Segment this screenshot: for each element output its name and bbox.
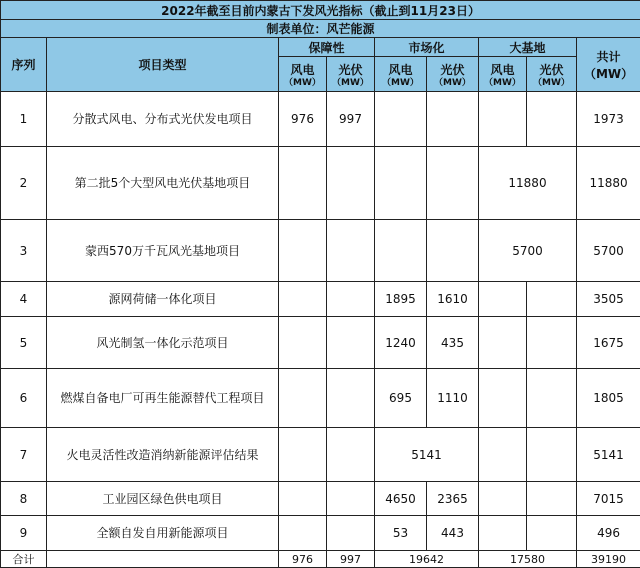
cell-bz-wind: [279, 369, 327, 428]
table-row: [1, 147, 640, 220]
header-type: 项目类型: [47, 38, 279, 92]
header-group-dajidi: 大基地: [479, 38, 577, 57]
cell-dajidi: 5700: [479, 220, 577, 282]
row-name: 燃煤自备电厂可再生能源替代工程项目: [47, 369, 279, 428]
table-row: [1, 369, 640, 428]
cell-bz-solar: [327, 147, 375, 220]
cell-bz-wind: [279, 317, 327, 369]
row-name: 分散式风电、分布式光伏发电项目: [47, 92, 279, 147]
cell-bz-solar: [327, 220, 375, 282]
totals-bz-solar: 997: [327, 551, 375, 568]
cell-bz-wind: [279, 516, 327, 551]
cell-bz-solar: [327, 369, 375, 428]
cell-sc-wind: 695: [375, 369, 427, 428]
header-wind: 风电 （MW）: [279, 57, 327, 92]
row-no: 2: [1, 147, 47, 220]
cell-bz-solar: 997: [327, 92, 375, 147]
header-solar: 光伏 （MW）: [327, 57, 375, 92]
row-no: 1: [1, 92, 47, 147]
cell-bz-wind: 976: [279, 92, 327, 147]
table-row: [1, 282, 640, 317]
table-row: [1, 92, 640, 147]
header-wind: 风电 （MW）: [479, 57, 527, 92]
cell-dj-solar: [527, 282, 577, 317]
cell-sc-solar: 443: [427, 516, 479, 551]
cell-sc-solar: [427, 220, 479, 282]
cell-total: 11880: [577, 147, 640, 220]
cell-sc-wind: 4650: [375, 482, 427, 516]
row-no: 7: [1, 428, 47, 482]
cell-dj-wind: [479, 516, 527, 551]
cell-bz-wind: [279, 147, 327, 220]
table-row: [1, 220, 640, 282]
cell-total: 1675: [577, 317, 640, 369]
cell-sc-solar: [427, 92, 479, 147]
row-no: 4: [1, 282, 47, 317]
cell-dj-wind: [479, 317, 527, 369]
row-name: 第二批5个大型风电光伏基地项目: [47, 147, 279, 220]
header-index: 序列: [1, 38, 47, 92]
cell-total: 1973: [577, 92, 640, 147]
cell-dj-wind: [479, 282, 527, 317]
table-row: [1, 428, 640, 482]
cell-dj-wind: [479, 369, 527, 428]
cell-sc-solar: 1610: [427, 282, 479, 317]
row-no: 6: [1, 369, 47, 428]
row-no: 5: [1, 317, 47, 369]
cell-dj-solar: [527, 482, 577, 516]
header-total: 共计（MW）: [577, 38, 640, 92]
header-solar: 光伏 （MW）: [427, 57, 479, 92]
table-title: 2022年截至目前内蒙古下发风光指标（截止到11月23日）: [1, 1, 640, 20]
row-name: 蒙西570万千瓦风光基地项目: [47, 220, 279, 282]
cell-dj-wind: [479, 92, 527, 147]
cell-bz-solar: [327, 317, 375, 369]
header-group-shichang: 市场化: [375, 38, 479, 57]
cell-bz-wind: [279, 282, 327, 317]
cell-total: 5141: [577, 428, 640, 482]
table-row: [1, 516, 640, 551]
header-group-baozhang: 保障性: [279, 38, 375, 57]
cell-total: 496: [577, 516, 640, 551]
cell-sc-wind: [375, 147, 427, 220]
cell-bz-solar: [327, 282, 375, 317]
cell-sc-wind: 53: [375, 516, 427, 551]
row-name: 工业园区绿色供电项目: [47, 482, 279, 516]
cell-dj-solar: [527, 369, 577, 428]
cell-total: 3505: [577, 282, 640, 317]
row-no: 8: [1, 482, 47, 516]
cell-dj-wind: [479, 428, 527, 482]
cell-dj-solar: [527, 516, 577, 551]
row-name: 源网荷储一体化项目: [47, 282, 279, 317]
cell-dj-solar: [527, 92, 577, 147]
cell-sc-solar: 1110: [427, 369, 479, 428]
totals-label: 合计: [1, 551, 47, 568]
cell-sc-solar: 435: [427, 317, 479, 369]
cell-dj-solar: [527, 428, 577, 482]
cell-bz-wind: [279, 482, 327, 516]
cell-dj-wind: [479, 482, 527, 516]
cell-sc-wind: [375, 92, 427, 147]
row-no: 3: [1, 220, 47, 282]
cell-total: 5700: [577, 220, 640, 282]
cell-dj-solar: [527, 317, 577, 369]
totals-dajidi: 17580: [479, 551, 577, 568]
cell-total: 7015: [577, 482, 640, 516]
row-name: 全额自发自用新能源项目: [47, 516, 279, 551]
header-solar: 光伏 （MW）: [527, 57, 577, 92]
totals-grand: 39190: [577, 551, 640, 568]
table-row: [1, 482, 640, 516]
cell-bz-solar: [327, 428, 375, 482]
cell-bz-wind: [279, 428, 327, 482]
cell-sc-solar: 2365: [427, 482, 479, 516]
row-no: 9: [1, 516, 47, 551]
cell-bz-solar: [327, 482, 375, 516]
cell-bz-solar: [327, 516, 375, 551]
totals-bz-wind: 976: [279, 551, 327, 568]
cell-total: 1805: [577, 369, 640, 428]
cell-sc-wind: [375, 220, 427, 282]
row-name: 火电灵活性改造消纳新能源评估结果: [47, 428, 279, 482]
header-wind: 风电 （MW）: [375, 57, 427, 92]
table-subtitle: 制表单位：风芒能源: [1, 20, 640, 38]
cell-sc-solar: [427, 147, 479, 220]
cell-sc-wind: 1895: [375, 282, 427, 317]
cell-bz-wind: [279, 220, 327, 282]
cell-sc-wind: 1240: [375, 317, 427, 369]
cell-dajidi: 11880: [479, 147, 577, 220]
row-name: 风光制氢一体化示范项目: [47, 317, 279, 369]
table-row: [1, 317, 640, 369]
totals-shichang: 19642: [375, 551, 479, 568]
cell-shichang: 5141: [375, 428, 479, 482]
